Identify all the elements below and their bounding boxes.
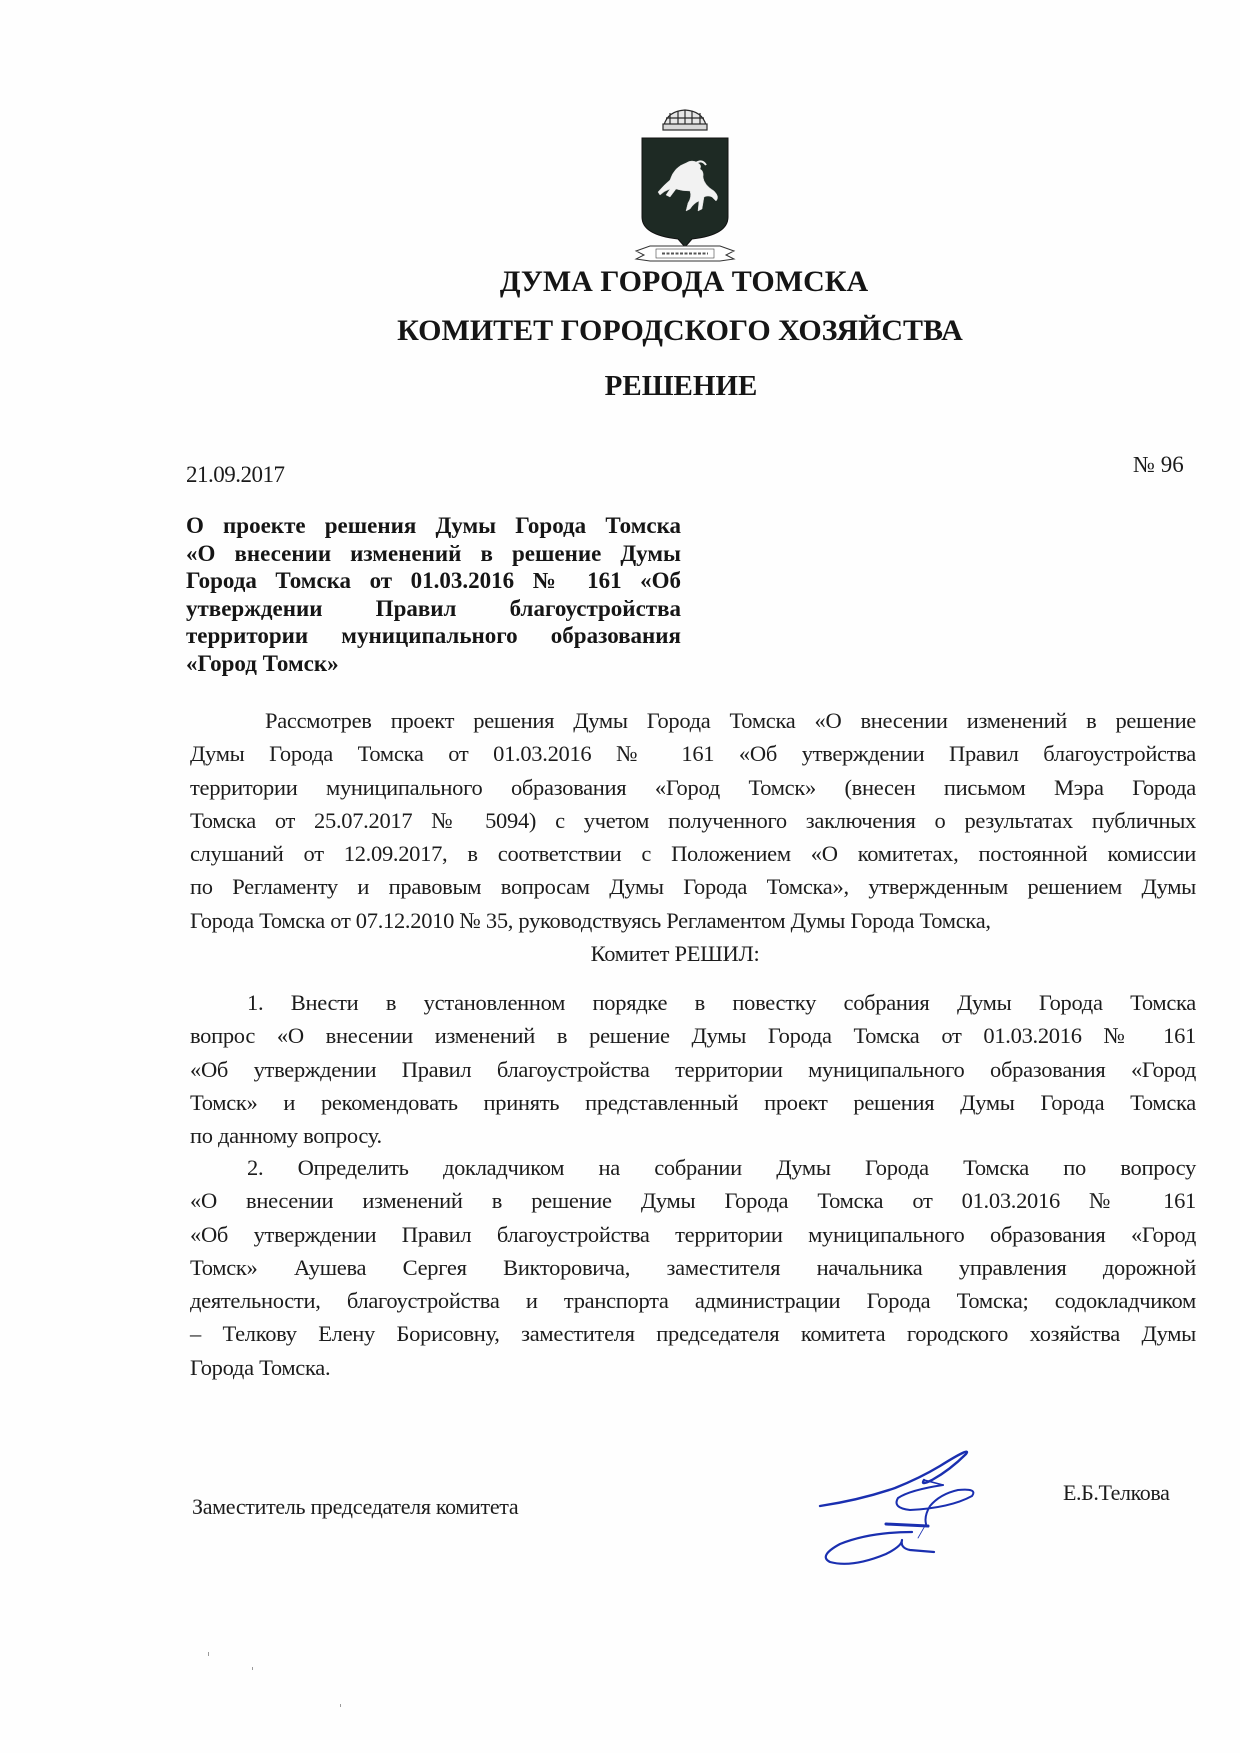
item-line: Томск» Аушева Сергея Викторовича, заместителя начальника управления дорожной — [190, 1254, 1196, 1280]
item-line: Города Томска. — [190, 1354, 331, 1380]
document-type-heading: РЕШЕНИЕ — [604, 370, 758, 402]
item-line: «Об утверждении Правил благоустройства территории муниципального образования «Город — [190, 1221, 1196, 1247]
signatory-position: Заместитель председателя комитета — [192, 1494, 519, 1519]
decision-item-2 — [190, 1151, 1196, 1384]
item-line: деятельности, благоустройства и транспорта администрации Города Томска; содокладчиком — [190, 1288, 1196, 1314]
title-line: утверждении Правил благоустройства — [186, 595, 681, 621]
organization-heading: ДУМА ГОРОДА ТОМСКА — [499, 265, 869, 298]
preamble-line: территории муниципального образования «Город Томск» (внесен письмом Мэра Города — [190, 774, 1196, 800]
document-date: 21.09.2017 — [186, 462, 285, 487]
item-line: 2. Определить докладчиком на собрании Думы Города Томска по вопросу — [247, 1155, 1196, 1180]
item-line: Томск» и рекомендовать принять представленный проект решения Думы Города Томска — [190, 1089, 1196, 1115]
preamble-line: по Регламенту и правовым вопросам Думы Города Томска», утвержденным решением Думы — [190, 874, 1196, 900]
resolved-label: Комитет РЕШИЛ: — [590, 941, 760, 966]
preamble-line: Города Томска от 07.12.2010 № 35, руководствуясь Регламентом Думы Города Томска, — [190, 907, 991, 933]
document-title — [186, 512, 681, 677]
scan-speck — [208, 1652, 209, 1656]
title-line: территории муниципального образования — [186, 623, 681, 648]
preamble-line: слушаний от 12.09.2017, в соответствии с Положением «О комитетах, постоянной комиссии — [190, 841, 1196, 867]
item-line: по данному вопросу. — [190, 1123, 382, 1149]
signatory-name: Е.Б.Телкова — [1063, 1480, 1170, 1505]
item-line: – Телкову Елену Борисовну, заместителя председателя комитета городского хозяйства Думы — [190, 1321, 1196, 1347]
title-line: «Город Томск» — [186, 650, 339, 676]
decision-item-1 — [190, 986, 1196, 1152]
preamble-line: Томска от 25.07.2017 № 5094) с учетом полученного заключения о результатах публичных — [190, 807, 1196, 833]
title-line: «О внесении изменений в решение Думы — [186, 540, 681, 566]
preamble-line: Рассмотрев проект решения Думы Города Томска «О внесении изменений в решение — [265, 708, 1196, 733]
item-line: вопрос «О внесении изменений в решение Думы Города Томска от 01.03.2016 № 161 — [190, 1023, 1196, 1049]
item-line: «Об утверждении Правил благоустройства территории муниципального образования «Город — [190, 1056, 1196, 1082]
document-number: № 96 — [1133, 452, 1184, 477]
item-line: «О внесении изменений в решение Думы Города Томска от 01.03.2016 № 161 — [190, 1188, 1196, 1214]
scan-speck — [340, 1704, 341, 1707]
preamble-paragraph — [190, 704, 1196, 937]
item-line: 1. Внести в установленном порядке в повестку собрания Думы Города Томска — [247, 990, 1196, 1015]
title-line: О проекте решения Думы Города Томска — [186, 513, 681, 538]
preamble-line: Думы Города Томска от 01.03.2016 № 161 «Об утверждении Правил благоустройства — [190, 741, 1196, 767]
committee-heading: КОМИТЕТ ГОРОДСКОГО ХОЗЯЙСТВА — [397, 314, 963, 347]
coat-of-arms-icon — [630, 105, 740, 265]
title-line: Города Томска от 01.03.2016 № 161 «Об — [186, 568, 681, 593]
scan-speck — [252, 1667, 253, 1670]
handwritten-signature-icon — [800, 1440, 1000, 1570]
